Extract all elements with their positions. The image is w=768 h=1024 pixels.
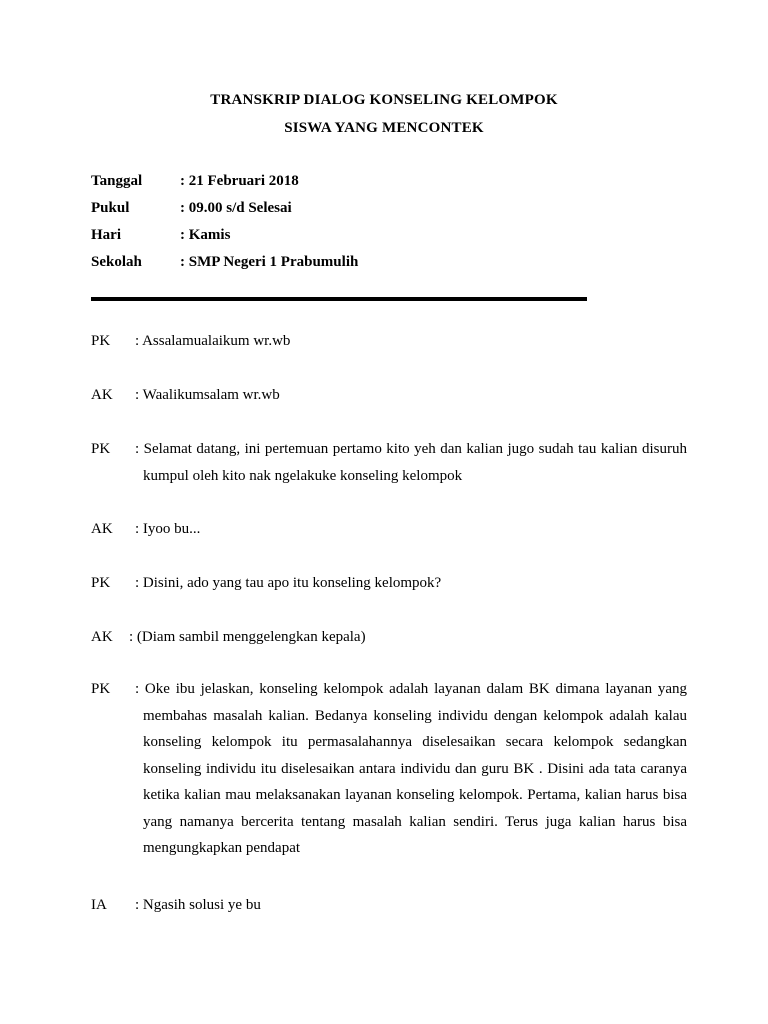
meta-row-school bbox=[91, 254, 691, 274]
dialog-text: : Ngasih solusi ye bu bbox=[135, 897, 261, 913]
dialog-speaker: PK bbox=[91, 681, 111, 697]
dialog-speaker: IA bbox=[91, 897, 107, 913]
document-subtitle: SISWA YANG MENCONTEK bbox=[284, 120, 484, 136]
dialog-text: : Selamat datang, ini pertemuan pertamo kito yeh dan kalian jugo sudah tau kalian disuruh kumpul oleh kito nak ngelakuke konseling kelompok bbox=[135, 441, 687, 484]
dialog-speaker: AK bbox=[91, 521, 113, 537]
dialog-speaker: AK bbox=[91, 387, 113, 403]
document-title: TRANSKRIP DIALOG KONSELING KELOMPOK bbox=[210, 92, 558, 108]
dialog-speaker: AK bbox=[91, 629, 113, 645]
dialog-speaker: PK bbox=[91, 333, 111, 349]
meta-value: : 09.00 s/d Selesai bbox=[180, 200, 292, 216]
dialog-text: : Iyoo bu... bbox=[135, 521, 201, 537]
meta-row-time bbox=[91, 200, 691, 220]
meta-row-day bbox=[91, 227, 691, 247]
meta-value: : 21 Februari 2018 bbox=[180, 173, 299, 189]
dialog-speaker: PK bbox=[91, 575, 111, 591]
dialog-text: : (Diam sambil menggelengkan kepala) bbox=[129, 629, 366, 645]
meta-label: Hari bbox=[91, 227, 121, 243]
meta-label: Tanggal bbox=[91, 173, 143, 189]
section-divider bbox=[91, 297, 587, 301]
meta-label: Pukul bbox=[91, 200, 130, 216]
dialog-text: : Disini, ado yang tau apo itu konseling kelompok? bbox=[135, 575, 442, 591]
meta-label: Sekolah bbox=[91, 254, 142, 270]
meta-row-date bbox=[91, 173, 691, 193]
dialog-text: : Oke ibu jelaskan, konseling kelompok adalah layanan dalam BK dimana layanan yang membahas masalah kalian. Bedanya konseling individu dengan kelompok adalah kalau konseling kelompok itu permasalahannya diselesaikan secara kelompok sedangkan konseling individu itu diselesaikan antara individu dan guru BK . Disini ada tata caranya ketika kalian mau melaksanakan layanan konseling kelompok. Pertama, kalian harus bisa yang namanya bercerita tentang masalah kalian sendiri. Terus juga kalian harus bisa mengungkapkan pendapat bbox=[135, 681, 687, 856]
dialog-speaker: PK bbox=[91, 441, 111, 457]
meta-value: : Kamis bbox=[180, 227, 231, 243]
dialog-text: : Assalamualaikum wr.wb bbox=[135, 333, 291, 349]
dialog-text: : Waalikumsalam wr.wb bbox=[135, 387, 280, 403]
meta-value: : SMP Negeri 1 Prabumulih bbox=[180, 254, 359, 270]
